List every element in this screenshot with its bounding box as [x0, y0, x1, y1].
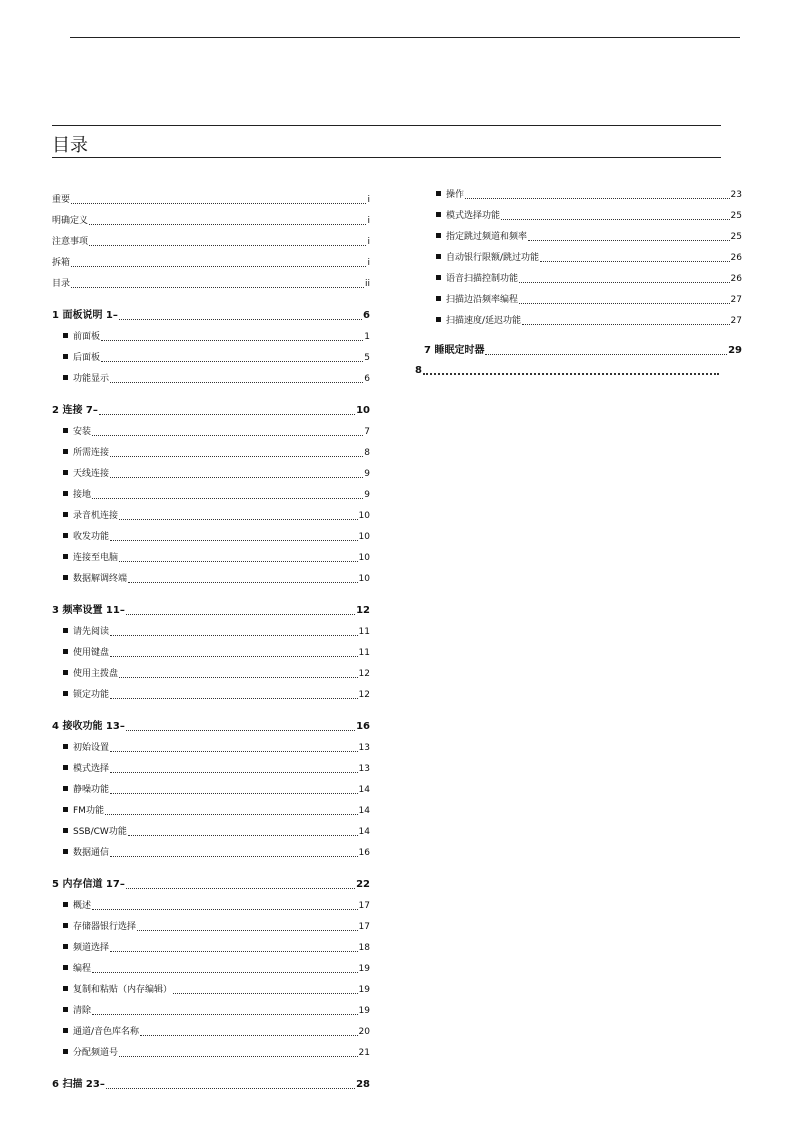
leader-dots — [519, 303, 730, 304]
toc-subentry-label: 频道选择 — [73, 943, 110, 953]
leader-dots — [89, 224, 366, 225]
bullet-icon — [436, 191, 441, 196]
bullet-icon — [436, 254, 441, 259]
toc-entry-label: 注意事项 — [52, 237, 89, 247]
toc-subentry-page: 9 — [364, 490, 370, 500]
toc-subentry-label: 天线连接 — [73, 469, 110, 479]
toc-chapter-page: 28 — [356, 1079, 370, 1090]
toc-chapter-label: 4 接收功能 13– — [52, 721, 125, 732]
bullet-icon — [63, 375, 68, 380]
toc-chapter-label: 1 面板说明 1– — [52, 310, 118, 321]
toc-subentry-page: 27 — [730, 316, 742, 326]
toc-subentry-label: 使用键盘 — [73, 648, 110, 658]
bullet-icon — [63, 1007, 68, 1012]
bullet-icon — [63, 1028, 68, 1033]
bullet-icon — [63, 786, 68, 791]
toc-subentry[interactable] — [436, 180, 742, 201]
toc-subentry-page: 23 — [730, 190, 742, 200]
leader-dots — [101, 340, 363, 341]
toc-entry-label: 明确定义 — [52, 216, 89, 226]
toc-subentry-label: 前面板 — [73, 332, 101, 342]
toc-subentry[interactable] — [52, 501, 370, 522]
toc-subentry[interactable] — [52, 912, 370, 933]
toc-subentry-page: 25 — [730, 211, 742, 221]
toc-subentry-label: 复制和粘贴（内存编辑） — [73, 985, 173, 995]
toc-subentry[interactable] — [52, 817, 370, 838]
toc-entry-label: 目录 — [52, 279, 71, 289]
toc-chapter[interactable] — [52, 869, 370, 891]
bullet-icon — [436, 233, 441, 238]
bullet-icon — [63, 354, 68, 359]
leader-dots — [110, 477, 363, 478]
toc-chapter-page: 22 — [356, 879, 370, 890]
toc-subentry-page: 12 — [358, 690, 370, 700]
bullet-icon — [63, 428, 68, 433]
bullet-icon — [63, 670, 68, 675]
bullet-icon — [63, 1049, 68, 1054]
leader-dots — [110, 772, 358, 773]
leader-dots — [128, 582, 358, 583]
toc-right-column — [415, 180, 742, 377]
toc-subentry[interactable] — [52, 775, 370, 796]
toc-subentry-page: 6 — [364, 374, 370, 384]
toc-subentry-page: 14 — [358, 785, 370, 795]
bullet-icon — [63, 649, 68, 654]
toc-subentry-label: 锁定功能 — [73, 690, 110, 700]
toc-subentry-page: 20 — [358, 1027, 370, 1037]
toc-subentry-page: 14 — [358, 806, 370, 816]
toc-chapter-label: 8 — [415, 365, 422, 376]
leader-dots — [110, 635, 358, 636]
leader-dots — [119, 677, 358, 678]
leader-dots — [92, 972, 358, 973]
bullet-icon — [436, 296, 441, 301]
toc-chapter-page: 6 — [363, 310, 370, 321]
toc-subentry-page: 11 — [358, 627, 370, 637]
toc-subentry[interactable] — [52, 954, 370, 975]
toc-subentry[interactable] — [52, 364, 370, 385]
toc-subentry-page: 21 — [358, 1048, 370, 1058]
bullet-icon — [63, 512, 68, 517]
toc-subentry-label: 收发功能 — [73, 532, 110, 542]
toc-entry[interactable] — [52, 248, 370, 269]
leader-dots — [110, 793, 358, 794]
leader-dots — [119, 519, 358, 520]
toc-entry[interactable] — [52, 227, 370, 248]
toc-entry[interactable] — [52, 206, 370, 227]
toc-subentry-page: 19 — [358, 985, 370, 995]
toc-subentry-label: 通道/音色库名称 — [73, 1027, 140, 1037]
toc-entry-label: 拆箱 — [52, 258, 71, 268]
leader-dots — [99, 414, 355, 415]
toc-subentry-label: 静噪功能 — [73, 785, 110, 795]
toc-subentry[interactable] — [52, 438, 370, 459]
toc-chapter-label: 6 扫描 23– — [52, 1079, 105, 1090]
toc-chapter[interactable] — [52, 711, 370, 733]
toc-subentry[interactable] — [52, 564, 370, 585]
leader-dots — [501, 219, 730, 220]
toc-subentry-label: 存储器银行选择 — [73, 922, 137, 932]
leader-dots — [101, 361, 363, 362]
toc-subentry[interactable] — [52, 417, 370, 438]
toc-chapter-page: 29 — [728, 345, 742, 356]
toc-chapter-page: 12 — [356, 605, 370, 616]
bullet-icon — [63, 986, 68, 991]
toc-subentry[interactable] — [436, 264, 742, 285]
toc-subentry-label: 编程 — [73, 964, 92, 974]
leader-dots — [119, 319, 362, 320]
toc-subentry-label: 语音扫描控制功能 — [446, 274, 519, 284]
toc-subentry-label: 操作 — [446, 190, 465, 200]
toc-subentry-label: 分配频道号 — [73, 1048, 119, 1058]
toc-subentry[interactable] — [52, 838, 370, 859]
toc-subentry[interactable] — [52, 459, 370, 480]
toc-subentry-page: 27 — [730, 295, 742, 305]
leader-dots — [140, 1035, 358, 1036]
toc-subentry-page: 14 — [358, 827, 370, 837]
toc-subentry[interactable] — [52, 617, 370, 638]
bullet-icon — [63, 691, 68, 696]
leader-dots — [137, 930, 358, 931]
leader-dots — [110, 656, 358, 657]
bullet-icon — [63, 765, 68, 770]
toc-chapter-label: 2 连接 7– — [52, 405, 98, 416]
toc-subentry-label: 数据通信 — [73, 848, 110, 858]
toc-subentry[interactable] — [52, 522, 370, 543]
toc-subentry-page: 19 — [358, 964, 370, 974]
toc-subentry-label: 自动银行限额/跳过功能 — [446, 253, 540, 263]
toc-subentry[interactable] — [52, 754, 370, 775]
toc-subentry-page: 19 — [358, 1006, 370, 1016]
toc-entry-page: i — [367, 258, 370, 268]
toc-subentry[interactable] — [52, 1038, 370, 1059]
toc-chapter[interactable] — [52, 595, 370, 617]
toc-subentry-label: 概述 — [73, 901, 92, 911]
leader-dots — [92, 498, 363, 499]
toc-subentry-label: FM功能 — [73, 806, 104, 816]
toc-subentry-label: 连接至电脑 — [73, 553, 119, 563]
toc-subentry[interactable] — [436, 222, 742, 243]
toc-subentry[interactable] — [52, 733, 370, 754]
toc-subentry[interactable] — [436, 306, 742, 327]
toc-chapter-page: 16 — [356, 721, 370, 732]
toc-subentry-label: 录音机连接 — [73, 511, 119, 521]
leader-dots — [119, 561, 358, 562]
toc-subentry-label: 指定跳过频道和频率 — [446, 232, 528, 242]
leader-dots — [71, 203, 366, 204]
toc-subentry-page: 17 — [358, 922, 370, 932]
toc-subentry[interactable] — [436, 201, 742, 222]
toc-chapter[interactable] — [52, 395, 370, 417]
leader-dots — [110, 382, 363, 383]
leader-dots — [92, 1014, 358, 1015]
toc-subentry-page: 26 — [730, 253, 742, 263]
toc-subentry-page: 17 — [358, 901, 370, 911]
toc-subentry-label: 后面板 — [73, 353, 101, 363]
bullet-icon — [63, 902, 68, 907]
bullet-icon — [63, 533, 68, 538]
leader-dots — [126, 888, 355, 889]
bullet-icon — [63, 828, 68, 833]
leader-dots — [465, 198, 730, 199]
bullet-icon — [63, 554, 68, 559]
bullet-icon — [63, 923, 68, 928]
bullet-icon — [63, 333, 68, 338]
toc-entry-page: i — [367, 195, 370, 205]
toc-subentry-label: 所需连接 — [73, 448, 110, 458]
toc-entry-label: 重要 — [52, 195, 71, 205]
toc-subentry[interactable] — [52, 680, 370, 701]
bullet-icon — [63, 965, 68, 970]
leader-dots — [119, 1056, 358, 1057]
leader-dots — [110, 856, 358, 857]
toc-chapter[interactable] — [52, 1069, 370, 1091]
toc-subentry-page: 26 — [730, 274, 742, 284]
toc-subentry-page: 1 — [364, 332, 370, 342]
toc-subentry-label: 初始设置 — [73, 743, 110, 753]
toc-subentry-page: 8 — [364, 448, 370, 458]
toc-chapter-label: 3 频率设置 11– — [52, 605, 125, 616]
bullet-icon — [63, 807, 68, 812]
toc-subentry[interactable] — [52, 933, 370, 954]
leader-dots — [92, 909, 358, 910]
toc-entry-page: i — [367, 237, 370, 247]
toc-subentry-label: 扫描速度/延迟功能 — [446, 316, 522, 326]
toc-subentry-label: SSB/CW功能 — [73, 827, 127, 837]
leader-dots — [110, 698, 358, 699]
leader-dots — [92, 435, 363, 436]
bullet-icon — [63, 944, 68, 949]
toc-subentry-page: 25 — [730, 232, 742, 242]
toc-subentry[interactable] — [52, 343, 370, 364]
leader-dots — [110, 456, 363, 457]
toc-entry-page: ii — [364, 279, 370, 289]
toc-subentry[interactable] — [52, 659, 370, 680]
toc-chapter[interactable] — [52, 300, 370, 322]
leader-dots — [110, 751, 358, 752]
bullet-icon — [63, 470, 68, 475]
bullet-icon — [63, 628, 68, 633]
toc-subentry-page: 11 — [358, 648, 370, 658]
leader-dots — [522, 324, 730, 325]
leader-dots — [173, 993, 358, 994]
leader-dots — [126, 614, 355, 615]
leader-dots — [528, 240, 730, 241]
toc-subentry[interactable] — [52, 480, 370, 501]
toc-subentry-page: 13 — [358, 743, 370, 753]
toc-subentry-label: 功能显示 — [73, 374, 110, 384]
leader-dots — [485, 354, 727, 355]
header-rule — [70, 37, 740, 38]
toc-subentry-label: 安装 — [73, 427, 92, 437]
toc-subentry[interactable] — [436, 285, 742, 306]
toc-subentry-label: 数据解调终端 — [73, 574, 128, 584]
toc-subentry[interactable] — [52, 638, 370, 659]
bullet-icon — [436, 275, 441, 280]
toc-chapter-label: 5 内存信道 17– — [52, 879, 125, 890]
toc-subentry-page: 12 — [358, 669, 370, 679]
toc-subentry-page: 10 — [358, 553, 370, 563]
toc-subentry-label: 请先阅读 — [73, 627, 110, 637]
toc-subentry[interactable] — [52, 975, 370, 996]
toc-subentry[interactable] — [436, 243, 742, 264]
toc-subentry-page: 16 — [358, 848, 370, 858]
title-rule-top — [52, 125, 721, 126]
toc-subentry-label: 接地 — [73, 490, 92, 500]
leader-dots — [89, 245, 366, 246]
toc-subentry-label: 使用主拨盘 — [73, 669, 119, 679]
toc-subentry-page: 18 — [358, 943, 370, 953]
leader-dots — [423, 373, 719, 375]
toc-subentry-page: 10 — [358, 511, 370, 521]
toc-chapter-label: 7 睡眠定时器 — [424, 345, 485, 356]
title-rule-bottom — [52, 157, 721, 158]
toc-subentry[interactable] — [52, 891, 370, 912]
toc-subentry-label: 清除 — [73, 1006, 92, 1016]
bullet-icon — [63, 575, 68, 580]
toc-subentry-label: 扫描边沿频率编程 — [446, 295, 519, 305]
toc-subentry-page: 10 — [358, 532, 370, 542]
toc-entry[interactable] — [52, 185, 370, 206]
bullet-icon — [63, 449, 68, 454]
leader-dots — [106, 1088, 355, 1089]
toc-chapter-page: 10 — [356, 405, 370, 416]
toc-subentry[interactable] — [52, 322, 370, 343]
toc-subentry-page: 5 — [364, 353, 370, 363]
toc-left-column — [52, 185, 370, 1091]
toc-subentry-page: 9 — [364, 469, 370, 479]
toc-subentry-page: 7 — [364, 427, 370, 437]
bullet-icon — [63, 849, 68, 854]
leader-dots — [126, 730, 355, 731]
toc-entry[interactable] — [52, 269, 370, 290]
toc-subentry-page: 10 — [358, 574, 370, 584]
toc-chapter[interactable] — [415, 333, 742, 357]
bullet-icon — [436, 212, 441, 217]
toc-subentry[interactable] — [52, 796, 370, 817]
bullet-icon — [63, 744, 68, 749]
toc-subentry-label: 模式选择功能 — [446, 211, 501, 221]
leader-dots — [71, 266, 366, 267]
leader-dots — [128, 835, 358, 836]
toc-subentry[interactable] — [52, 543, 370, 564]
leader-dots — [540, 261, 730, 262]
toc-subentry[interactable] — [52, 1017, 370, 1038]
leader-dots — [71, 287, 364, 288]
toc-chapter[interactable] — [415, 357, 720, 377]
toc-subentry-page: 13 — [358, 764, 370, 774]
toc-subentry-label: 模式选择 — [73, 764, 110, 774]
bullet-icon — [63, 491, 68, 496]
leader-dots — [110, 951, 358, 952]
toc-subentry[interactable] — [52, 996, 370, 1017]
page-title: 目录 — [52, 135, 88, 156]
leader-dots — [519, 282, 730, 283]
leader-dots — [110, 540, 358, 541]
bullet-icon — [436, 317, 441, 322]
leader-dots — [105, 814, 358, 815]
toc-entry-page: i — [367, 216, 370, 226]
